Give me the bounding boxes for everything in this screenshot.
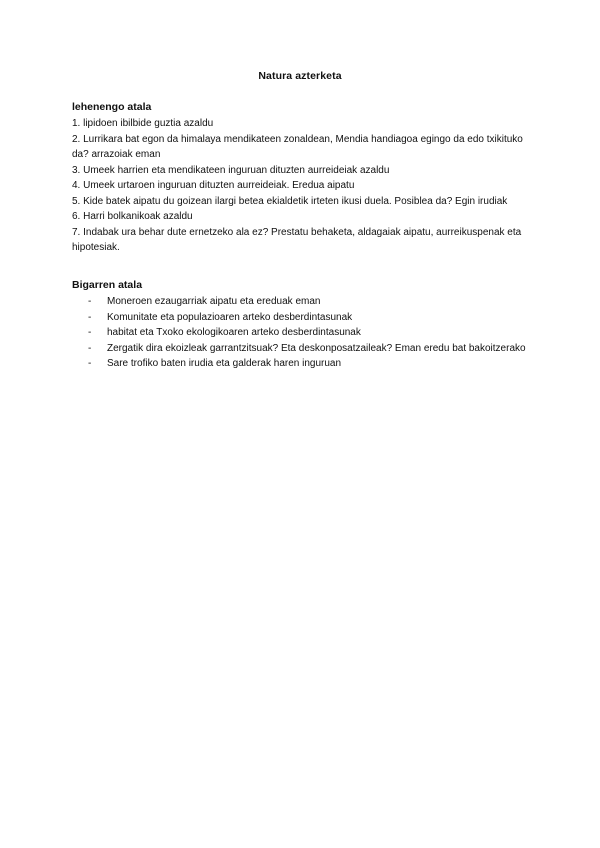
list-item (72, 325, 532, 341)
page-title: Natura azterketa (258, 70, 342, 82)
list-item: 4. Umeek urtaroen inguruan dituzten aurreideiak. Eredua aipatu (72, 180, 355, 191)
section-heading: lehenengo atala (72, 101, 152, 113)
list-item: 7. Indabak ura behar dute ernetzeko ala ez? Prestatu behaketa, aldagaiak aipatu, aurreikuspenak eta hipotesiak. (72, 226, 522, 253)
section-lehenengo-atala (72, 100, 532, 256)
list-item (72, 294, 532, 310)
bullet-list (72, 294, 532, 372)
dash-bullet: - (88, 358, 92, 369)
list-item: 6. Harri bolkanikoak azaldu (72, 211, 193, 222)
list-item: 1. lipidoen ibilbide guztia azaldu (72, 118, 214, 129)
list-item-text: Komunitate eta populazioaren arteko desberdintasunak (107, 311, 353, 323)
section-heading: Bigarren atala (72, 279, 143, 291)
dash-bullet: - (88, 311, 92, 323)
dash-bullet: - (88, 296, 92, 307)
section-bigarren-atala (72, 278, 532, 372)
dash-bullet: - (88, 327, 92, 338)
list-item: 2. Lurrikara bat egon da himalaya mendikateen zonaldean, Mendia handiagoa egingo da edo txikituko da? arrazoiak eman (72, 133, 523, 160)
list-item: 3. Umeek harrien eta mendikateen inguruan dituzten aurreideiak azaldu (72, 164, 390, 176)
list-item (72, 356, 532, 372)
list-item-text: Moneroen ezaugarriak aipatu eta ereduak eman (107, 296, 321, 307)
question-list (72, 116, 532, 256)
dash-bullet: - (88, 342, 92, 354)
list-item (72, 310, 532, 326)
list-item-text: habitat eta Txoko ekologikoaren arteko desberdintasunak (107, 327, 361, 338)
list-item-text: Sare trofiko baten irudia eta galderak haren inguruan (107, 358, 342, 369)
list-item (72, 341, 532, 357)
list-item-text: Zergatik dira ekoizleak garrantzitsuak? Eta deskonposatzaileak? Eman eredu bat bakoitzerako (107, 342, 526, 354)
list-item: 5. Kide batek aipatu du goizean ilargi betea ekialdetik irteten ikusi duela. Posiblea da? Egin irudiak (72, 195, 508, 207)
